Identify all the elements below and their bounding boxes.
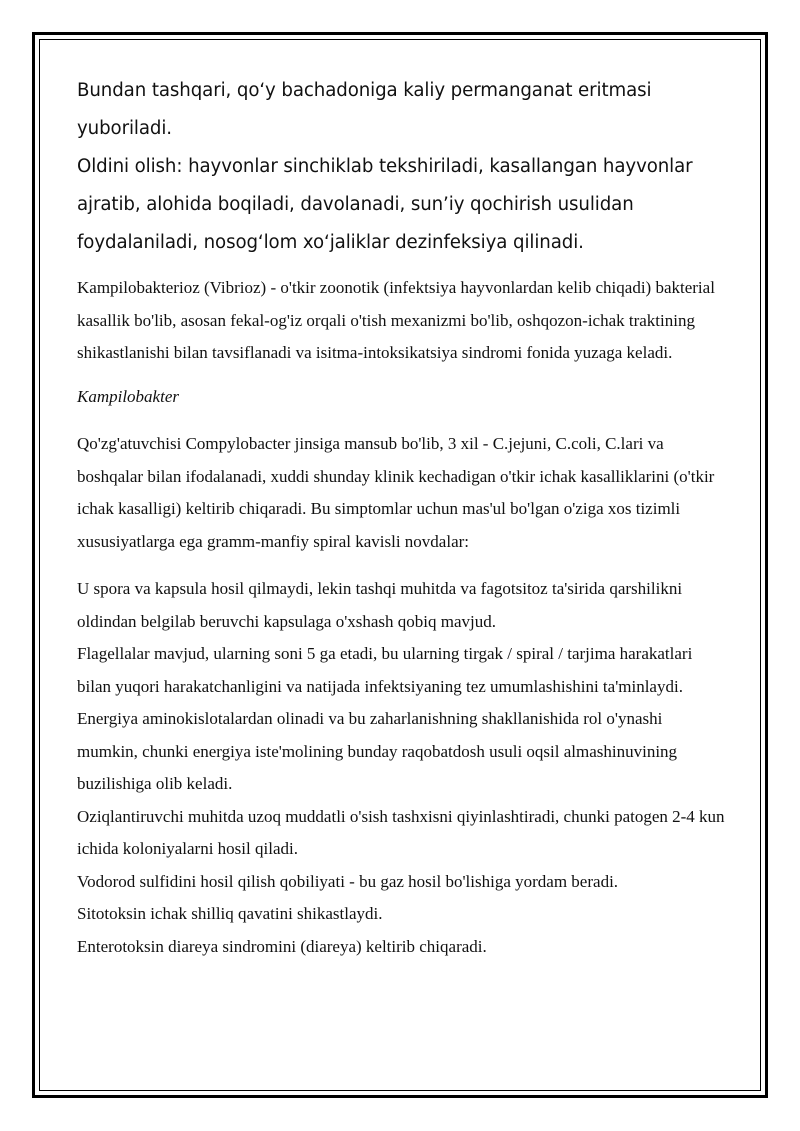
pathogen-paragraph: Qo'zg'atuvchisi Compylobacter jinsiga mansub bo'lib, 3 xil - C.jejuni, C.coli, C.lari va boshqalar bilan ifodalanadi, xuddi shunday klinik kechadigan o'tkir ichak kasalliklarini (o'tkir ichak kasalligi) keltirib chiqaradi. Bu simptomlar uchun mas'ul bo'lgan o'ziga xos tizimli xususiyatlarga ega gramm-manfiy spiral kavisli novdalar: (77, 434, 715, 551)
feature-item: Sitotoksin ichak shilliq qavatini shikastlaydi. (77, 904, 383, 923)
feature-item: Energiya aminokislotalardan olinadi va bu zaharlanishning shakllanishida rol o'ynashi mumkin, chunki energiya iste'molining bunday raqobatdosh usuli oqsil almashinuvining buzilishiga olib keladi. (77, 709, 678, 793)
document-body (77, 72, 727, 963)
definition-paragraph: Kampilobakterioz (Vibrioz) - o'tkir zoonotik (infektsiya hayvonlardan kelib chiqadi) bakterial kasallik bo'lib, asosan fekal-og'iz orqali o'tish mexanizmi bo'lib, oshqozon-ichak traktining shikastlanishi bilan tavsiflanadi va isitma-intoksikatsiya sindromi fonida yuzaga keladi. (77, 278, 715, 362)
feature-item: Vodorod sulfidini hosil qilish qobiliyati - bu gaz hosil bo'lishiga yordam beradi. (77, 871, 619, 891)
feature-item: Oziqlantiruvchi muhitda uzoq muddatli o'sish tashxisni qiyinlashtiradi, chunki patogen 2-4 kun ichida koloniyalarni hosil qiladi. (77, 806, 725, 858)
feature-item: Enterotoksin diareya sindromini (diareya) keltirib chiqaradi. (77, 936, 487, 956)
section-heading: Kampilobakter (77, 386, 179, 406)
feature-item: Flagellalar mavjud, ularning soni 5 ga etadi, bu ularning tirgak / spiral / tarjima harakatlari bilan yuqori harakatchanligini va natijada infektsiyaning tez umumlashishini ta'minlaydi. (77, 644, 693, 696)
prevention-paragraph: Oldini olish: hayvonlar sinchiklab tekshiriladi, kasallangan hayvonlar ajratib, alohida boqiladi, davolanadi, sun’iy qochirish usulidan foydalaniladi, nosog‘lom xo‘jaliklar dezinfeksiya qilinadi. (77, 156, 693, 253)
feature-item: U spora va kapsula hosil qilmaydi, lekin tashqi muhitda va fagotsitoz ta'sirida qarshilikni oldindan belgilab beruvchi kapsulaga o'xshash qobiq mavjud. (77, 579, 683, 631)
features-list (77, 573, 727, 963)
intro-line-1: Bundan tashqari, qo‘y bachadoniga kaliy permanganat eritmasi (77, 80, 652, 101)
intro-line-2: yuboriladi. (77, 118, 172, 139)
